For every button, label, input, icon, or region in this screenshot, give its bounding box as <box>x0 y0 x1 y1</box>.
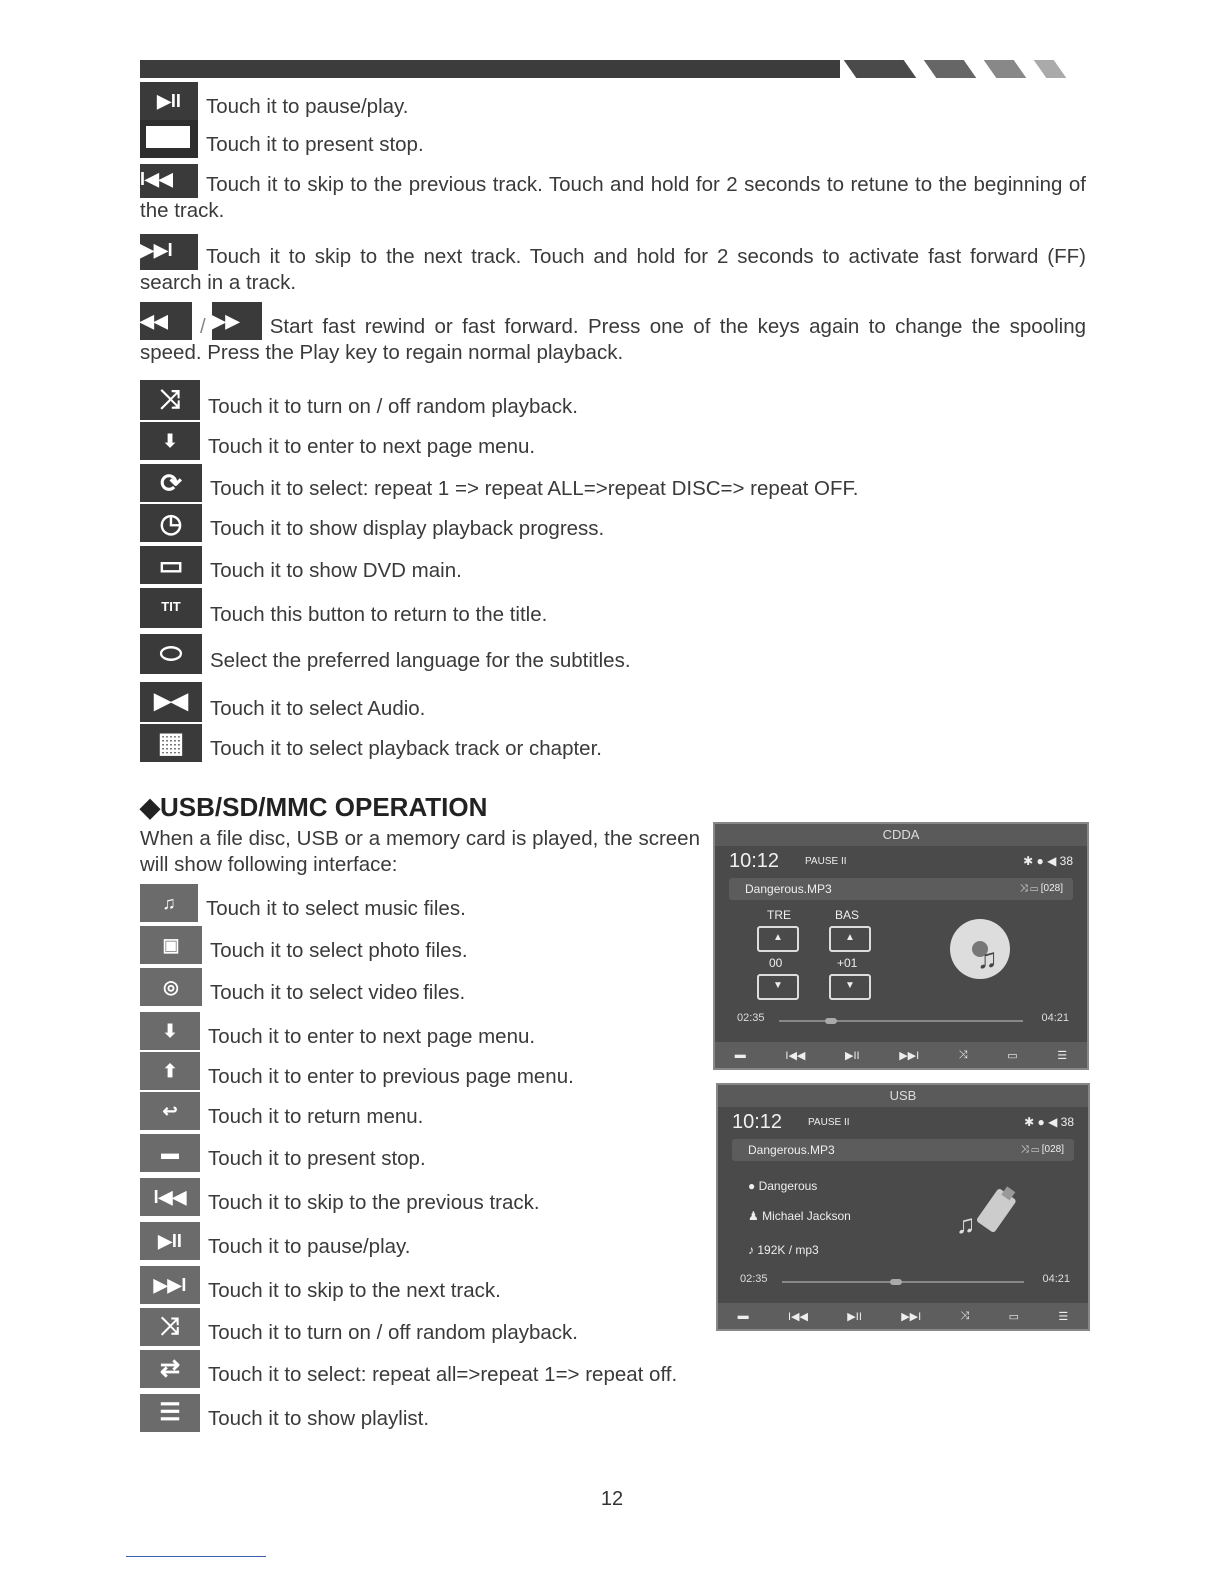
subtitle-icon: ⬭ <box>140 634 202 674</box>
separator: / <box>200 315 206 338</box>
svg-text:♫: ♫ <box>977 943 998 974</box>
header-stripe <box>1034 60 1067 78</box>
header-bar <box>140 60 840 78</box>
photo-icon: ▣ <box>140 926 202 964</box>
song-title: ● Dangerous <box>748 1179 818 1193</box>
stop-icon: ▬ <box>140 1134 200 1172</box>
list-item <box>140 724 1086 762</box>
tre-value: 00 <box>769 956 783 970</box>
stop-button[interactable]: ▬ <box>737 1310 749 1322</box>
item-text: Touch it to select photo files. <box>210 939 468 962</box>
shuffle-icon: ⤨ <box>140 380 200 420</box>
playlist-button[interactable]: ☰ <box>1058 1310 1069 1323</box>
file-name-bar <box>732 1139 1074 1161</box>
item-text: Touch it to present stop. <box>208 1147 426 1170</box>
format-text: 192K / mp3 <box>757 1243 819 1257</box>
play-pause-button[interactable]: ▶II <box>847 1310 862 1323</box>
format: ♪ 192K / mp3 <box>748 1243 819 1257</box>
previous-track-icon: I◀◀ <box>140 1178 200 1216</box>
file-name: Dangerous.MP3 <box>745 882 832 896</box>
previous-button[interactable]: I◀◀ <box>785 1049 806 1062</box>
list-item <box>140 588 1086 628</box>
bas-value: +01 <box>837 956 858 970</box>
next-page-icon: ⬇ <box>140 1012 200 1050</box>
list-item <box>140 380 1086 420</box>
item-text: Touch it to show display playback progress. <box>210 517 605 540</box>
item-text: Select the preferred language for the subtitles. <box>210 649 631 672</box>
bas-up-button[interactable]: ▲ <box>829 926 871 952</box>
item-text: Touch it to pause/play. <box>208 1235 411 1258</box>
previous-page-icon: ⬆ <box>140 1052 200 1090</box>
stop-icon <box>140 120 198 158</box>
next-button[interactable]: ▶▶I <box>901 1310 922 1323</box>
rewind-icon: ◀◀ <box>140 302 192 340</box>
item-text: Touch this button to return to the title. <box>210 603 548 626</box>
header-stripe <box>844 60 917 78</box>
status-icons: ✱ ● ◀ 38 <box>1024 1115 1074 1129</box>
section-heading: ◆USB/SD/MMC OPERATION <box>140 792 488 822</box>
next-button[interactable]: ▶▶I <box>899 1049 920 1062</box>
previous-track-icon: I◀◀ <box>140 164 198 198</box>
item-text: Touch it to show DVD main. <box>210 559 462 582</box>
list-item <box>140 234 1086 296</box>
item-text: Touch it to turn on / off random playback. <box>208 395 578 418</box>
item-text: Touch it to present stop. <box>206 133 424 156</box>
next-track-icon: ▶▶I <box>140 234 198 270</box>
list-item <box>140 464 1086 502</box>
repeat-icon: ⟳ <box>140 464 202 502</box>
track-count: ⤨ ▭ [028] <box>1020 1144 1064 1155</box>
header-stripe <box>924 60 977 78</box>
item-text: Touch it to turn on / off random playback. <box>208 1321 578 1344</box>
artist-text: Michael Jackson <box>762 1209 851 1223</box>
next-page-icon: ⬇ <box>140 422 200 460</box>
play-pause-icon: ▶II <box>140 1222 200 1260</box>
item-text: Touch it to select music files. <box>206 897 466 920</box>
title-icon: TIT <box>140 588 202 628</box>
shuffle-button[interactable]: ⤨ <box>958 1048 968 1061</box>
playlist-icon: ☰ <box>140 1394 200 1432</box>
progress-knob[interactable] <box>890 1279 902 1285</box>
item-text: Touch it to skip to the next track. Touch and hold for 2 seconds to activate fast forward (FF) search in a track. <box>140 245 1086 294</box>
file-name: Dangerous.MP3 <box>748 1143 835 1157</box>
song-title-text: Dangerous <box>758 1179 818 1193</box>
tre-up-button[interactable]: ▲ <box>757 926 799 952</box>
list-item <box>140 682 1086 722</box>
list-item <box>140 164 1086 224</box>
item-text: Touch it to enter to next page menu. <box>208 1025 536 1048</box>
section-intro: When a file disc, USB or a memory card is played, the screen will show following interface: <box>140 827 700 876</box>
progress-bar[interactable] <box>779 1020 1023 1022</box>
list-item <box>140 504 1086 542</box>
usb-music-icon <box>954 1179 1024 1249</box>
item-text: Touch it to skip to the previous track. Touch and hold for 2 seconds to retune to the beginning of the track. <box>140 173 1086 222</box>
total-time: 04:21 <box>1042 1273 1070 1285</box>
item-text: Touch it to pause/play. <box>206 95 409 118</box>
play-state: PAUSE II <box>805 856 847 867</box>
status-icons: ✱ ● ◀ 38 <box>1023 854 1073 868</box>
progress-bar[interactable] <box>782 1281 1024 1283</box>
header-stripe <box>984 60 1027 78</box>
item-text: Touch it to select: repeat all=>repeat 1=> repeat off. <box>208 1363 678 1386</box>
file-name-bar <box>729 878 1073 900</box>
cd-music-icon <box>947 916 1013 982</box>
chapter-icon: ▦ <box>140 724 202 762</box>
screen-header <box>718 1085 1088 1107</box>
tre-label: TRE <box>767 908 791 922</box>
item-text: Touch it to select playback track or chapter. <box>210 737 602 760</box>
svg-text:♫: ♫ <box>956 1209 976 1239</box>
list-item <box>140 422 1086 460</box>
repeat-button[interactable]: ▭ <box>1007 1049 1018 1062</box>
item-text: Touch it to select: repeat 1 => repeat ALL=>repeat DISC=> repeat OFF. <box>210 477 859 500</box>
clock: 10:12 <box>732 1111 783 1133</box>
bas-down-button[interactable]: ▼ <box>829 974 871 1000</box>
dvd-main-icon: ▭ <box>140 546 202 584</box>
repeat-button[interactable]: ▭ <box>1008 1310 1020 1323</box>
music-icon: ♫ <box>140 884 198 922</box>
elapsed-time: 02:35 <box>740 1273 768 1285</box>
tre-down-button[interactable]: ▼ <box>757 974 799 1000</box>
item-text: Touch it to show playlist. <box>208 1407 430 1430</box>
repeat-icon: ⇄ <box>140 1350 200 1388</box>
video-icon: ◎ <box>140 968 202 1006</box>
item-text: Touch it to enter to previous page menu. <box>208 1065 574 1088</box>
item-text: Touch it to return menu. <box>208 1105 424 1128</box>
previous-button[interactable]: I◀◀ <box>787 1310 808 1323</box>
control-bar <box>718 1303 1088 1329</box>
elapsed-time: 02:35 <box>737 1012 765 1024</box>
source-label: CDDA <box>882 827 920 842</box>
footer-rule <box>126 1556 266 1557</box>
item-text: Touch it to skip to the previous track. <box>208 1191 540 1214</box>
list-item <box>140 634 1086 674</box>
audio-icon: ▶◀ <box>140 682 202 722</box>
play-pause-icon: ▶II <box>140 82 198 120</box>
fast-forward-icon: ▶▶ <box>212 302 262 340</box>
total-time: 04:21 <box>1041 1012 1069 1024</box>
play-pause-button[interactable]: ▶II <box>845 1049 860 1062</box>
clock: 10:12 <box>729 850 780 872</box>
return-icon: ↩ <box>140 1092 200 1130</box>
screen-header <box>715 824 1087 846</box>
usb-screen <box>716 1083 1090 1331</box>
bas-label: BAS <box>835 908 860 922</box>
list-item <box>140 302 1086 366</box>
item-text: Touch it to select video files. <box>210 981 466 1004</box>
list-item <box>140 1350 1086 1388</box>
stop-button[interactable]: ▬ <box>734 1049 746 1061</box>
progress-icon: ◷ <box>140 504 202 542</box>
shuffle-button[interactable]: ⤨ <box>960 1309 970 1322</box>
item-text: Touch it to enter to next page menu. <box>208 435 536 458</box>
cdda-screen <box>713 822 1089 1070</box>
source-label: USB <box>889 1088 917 1103</box>
item-text: Touch it to select Audio. <box>210 697 426 720</box>
page-number: 12 <box>600 1488 624 1510</box>
list-item <box>140 82 1086 120</box>
item-text: Start fast rewind or fast forward. Press one of the keys again to change the spooling speed. Press the Play key to regain normal playback. <box>140 315 1086 364</box>
item-text: Touch it to skip to the next track. <box>208 1279 501 1302</box>
next-track-icon: ▶▶I <box>140 1266 200 1304</box>
shuffle-icon: ⤨ <box>140 1308 200 1346</box>
control-bar <box>715 1042 1087 1068</box>
list-item <box>140 120 1086 158</box>
playlist-button[interactable]: ☰ <box>1057 1049 1068 1062</box>
track-count: ⤨ ▭ [028] <box>1019 883 1063 894</box>
play-state: PAUSE II <box>808 1117 850 1128</box>
list-item <box>140 546 1086 584</box>
artist: ♟ Michael Jackson <box>748 1209 851 1223</box>
list-item <box>140 1394 1086 1432</box>
progress-knob[interactable] <box>825 1018 837 1024</box>
